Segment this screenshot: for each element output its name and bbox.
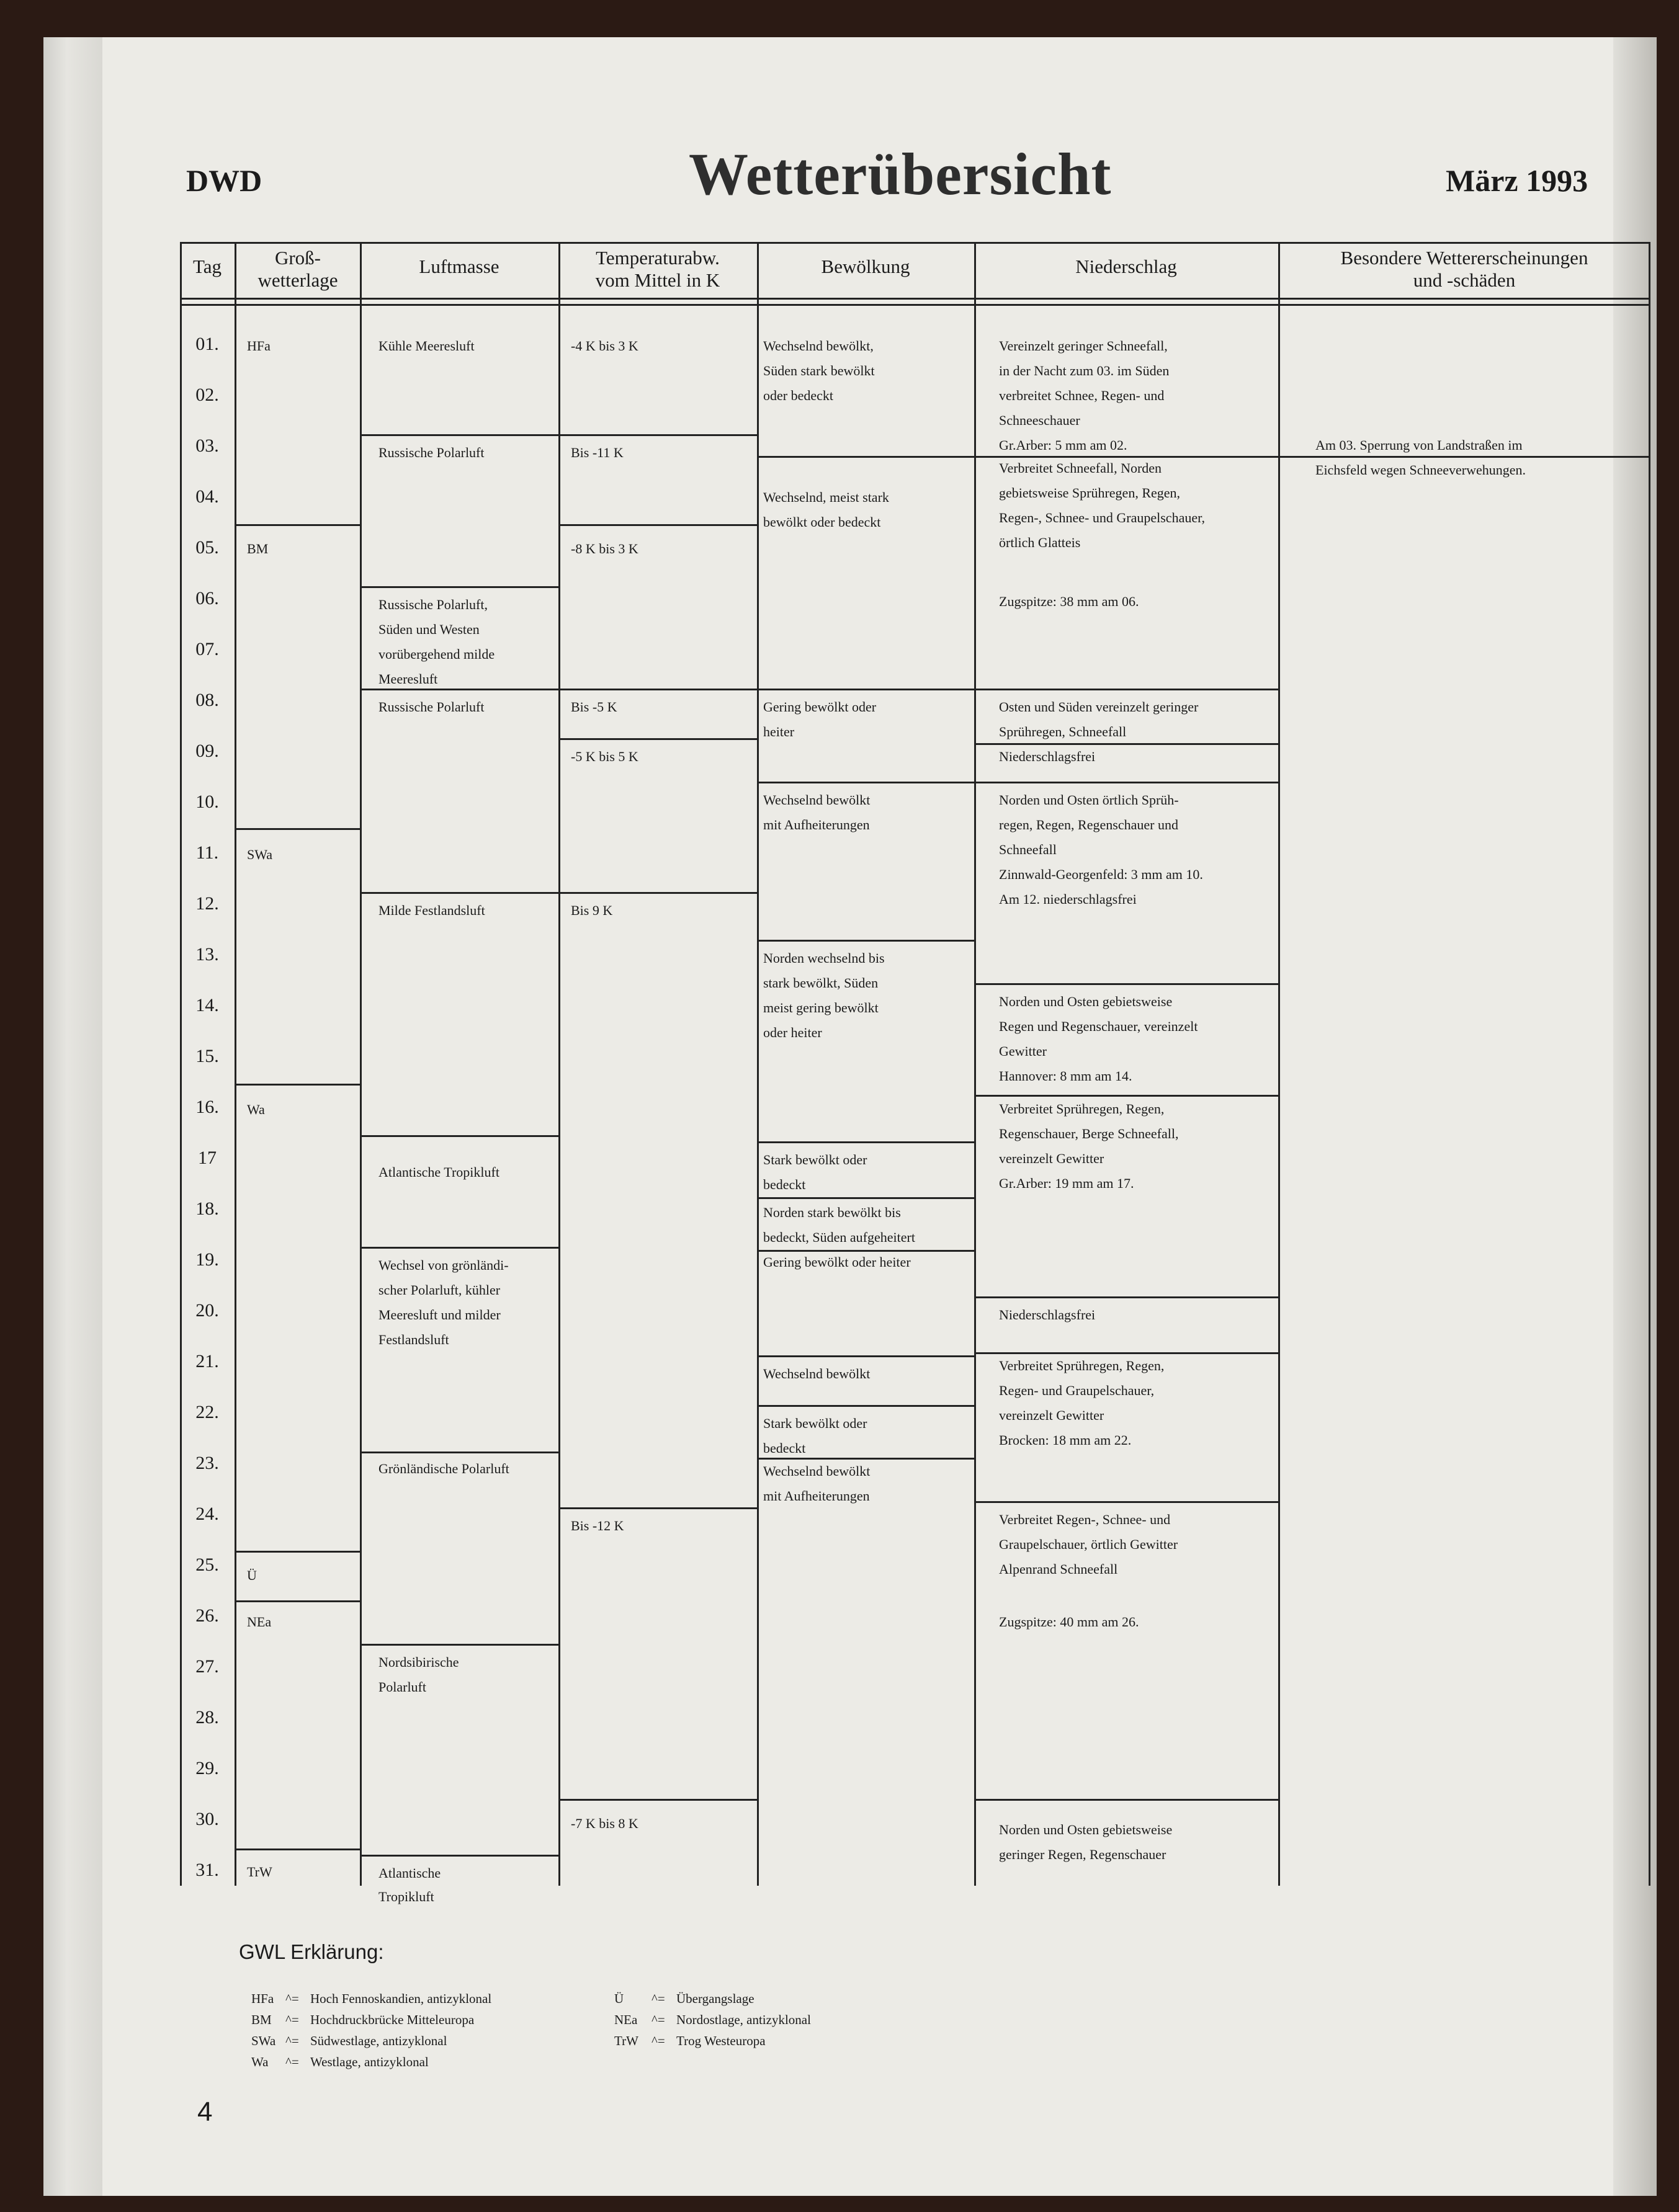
luftmasse-text: Atlantische bbox=[378, 1865, 441, 1881]
niederschlag-text: Schneeschauer bbox=[999, 413, 1080, 428]
gwl-divider bbox=[235, 1600, 360, 1602]
legend-text: Nordostlage, antizyklonal bbox=[676, 2012, 811, 2027]
header-divider bbox=[180, 298, 1650, 300]
luftmasse-text: Wechsel von grönländi- bbox=[378, 1257, 509, 1273]
day-number: 04. bbox=[195, 486, 219, 507]
day-number: 16. bbox=[195, 1097, 219, 1117]
gwl-code: TrW bbox=[247, 1864, 272, 1880]
niederschlag-text: Sprühregen, Schneefall bbox=[999, 724, 1127, 739]
page-number: 4 bbox=[197, 2097, 213, 2127]
niederschlag-text: Niederschlagsfrei bbox=[999, 1307, 1096, 1322]
bewoelkung-text: Norden wechselnd bis bbox=[763, 950, 885, 966]
day-number: 08. bbox=[195, 690, 219, 710]
niederschlag-text: Zinnwald-Georgenfeld: 3 mm am 10. bbox=[999, 867, 1203, 882]
temperatur-divider bbox=[558, 892, 757, 894]
day-number: 09. bbox=[195, 741, 219, 761]
luftmasse-divider bbox=[360, 434, 558, 436]
luftmasse-divider bbox=[360, 1452, 558, 1453]
bewoelkung-divider bbox=[757, 1405, 974, 1407]
gwl-code: SWa bbox=[247, 847, 273, 862]
gwl-divider bbox=[235, 1084, 360, 1086]
bewoelkung-divider bbox=[757, 1355, 974, 1357]
col-header-gwl: Groß- wetterlage bbox=[257, 247, 338, 291]
niederschlag-text: Zugspitze: 38 mm am 06. bbox=[999, 594, 1139, 609]
col-divider bbox=[974, 242, 976, 1886]
bewoelkung-text: stark bewölkt, Süden bbox=[763, 975, 879, 991]
col-divider bbox=[235, 242, 236, 1886]
bewoelkung-text: Wechselnd, meist stark bbox=[763, 489, 889, 505]
day-number: 05. bbox=[195, 537, 219, 558]
day-number: 19. bbox=[195, 1249, 219, 1270]
temperatur-text: -4 K bis 3 K bbox=[571, 338, 638, 354]
bewoelkung-text: Norden stark bewölkt bis bbox=[763, 1205, 901, 1220]
legend-code: SWa bbox=[251, 2033, 276, 2048]
niederschlag-divider bbox=[974, 983, 1278, 985]
niederschlag-text: Osten und Süden vereinzelt geringer bbox=[999, 699, 1199, 715]
niederschlag-text: Verbreitet Sprühregen, Regen, bbox=[999, 1358, 1165, 1373]
bewoelkung-text: Wechselnd bewölkt bbox=[763, 1463, 871, 1479]
table-top-border bbox=[180, 242, 1650, 244]
col-header-tag: Tag bbox=[192, 256, 222, 277]
gwl-divider bbox=[235, 1849, 360, 1850]
luftmasse-text: Grönländische Polarluft bbox=[378, 1461, 509, 1476]
bewoelkung-divider bbox=[757, 1197, 974, 1199]
bewoelkung-text: bedeckt bbox=[763, 1440, 806, 1456]
bewoelkung-text: Süden stark bewölkt bbox=[763, 363, 875, 378]
bewoelkung-text: Stark bewölkt oder bbox=[763, 1152, 867, 1167]
niederschlag-text: Regenschauer, Berge Schneefall, bbox=[999, 1126, 1179, 1141]
header-divider-2 bbox=[180, 304, 1650, 306]
niederschlag-text: Graupelschauer, örtlich Gewitter bbox=[999, 1536, 1178, 1552]
niederschlag-text: Zugspitze: 40 mm am 26. bbox=[999, 1614, 1139, 1630]
day-number: 02. bbox=[195, 385, 219, 405]
day-number: 17 bbox=[198, 1148, 217, 1168]
gwl-code: HFa bbox=[247, 338, 271, 354]
bewoelkung-text: bewölkt oder bedeckt bbox=[763, 514, 881, 530]
bewoelkung-divider bbox=[757, 782, 974, 783]
day-number: 23. bbox=[195, 1453, 219, 1473]
bewoelkung-divider bbox=[757, 940, 974, 942]
niederschlag-divider bbox=[974, 1501, 1278, 1503]
temperatur-text: -7 K bis 8 K bbox=[571, 1816, 638, 1831]
luftmasse-text: Festlandsluft bbox=[378, 1332, 449, 1347]
day-number: 07. bbox=[195, 639, 219, 659]
niederschlag-text: Gr.Arber: 19 mm am 17. bbox=[999, 1175, 1134, 1191]
gwl-code: Ü bbox=[247, 1568, 257, 1583]
col-header-bewoelkung: Bewölkung bbox=[821, 256, 910, 277]
bewoelkung-text: Stark bewölkt oder bbox=[763, 1416, 867, 1431]
gwl-divider bbox=[235, 1551, 360, 1553]
day-number: 22. bbox=[195, 1402, 219, 1422]
header-left: DWD bbox=[186, 163, 262, 198]
gwl-code: Wa bbox=[247, 1102, 265, 1117]
legend-code: BM bbox=[251, 2012, 272, 2027]
gwl-code: NEa bbox=[247, 1614, 272, 1630]
bewoelkung-divider bbox=[757, 1141, 974, 1143]
niederschlag-text: regen, Regen, Regenschauer und bbox=[999, 817, 1178, 832]
bewoelkung-text: bedeckt bbox=[763, 1177, 806, 1192]
day-number: 30. bbox=[195, 1809, 219, 1829]
luftmasse-divider bbox=[360, 1135, 558, 1137]
legend-text: Übergangslage bbox=[676, 1991, 754, 2006]
temperatur-text: Bis -5 K bbox=[571, 699, 617, 715]
page-title: Wetterübersicht bbox=[689, 141, 1112, 207]
niederschlag-text: Brocken: 18 mm am 22. bbox=[999, 1432, 1132, 1448]
luftmasse-text: Milde Festlandsluft bbox=[378, 903, 485, 918]
niederschlag-text: Regen und Regenschauer, vereinzelt bbox=[999, 1019, 1198, 1034]
niederschlag-text: Verbreitet Sprühregen, Regen, bbox=[999, 1101, 1165, 1117]
day-number: 03. bbox=[195, 435, 219, 456]
col-header-luftmasse: Luftmasse bbox=[419, 256, 499, 277]
header-right: März 1993 bbox=[1446, 163, 1588, 198]
gwl-divider bbox=[235, 828, 360, 830]
bewoelkung-text: mit Aufheiterungen bbox=[763, 1488, 870, 1504]
niederschlag-text: gebietsweise Sprühregen, Regen, bbox=[999, 485, 1181, 501]
besondere-text: Am 03. Sperrung von Landstraßen im bbox=[1315, 437, 1523, 453]
day-number: 11. bbox=[195, 842, 219, 863]
niederschlag-text: vereinzelt Gewitter bbox=[999, 1407, 1104, 1423]
niederschlag-divider bbox=[974, 782, 1278, 783]
niederschlag-text: vereinzelt Gewitter bbox=[999, 1151, 1104, 1166]
luftmasse-text: Russische Polarluft bbox=[378, 699, 485, 715]
legend-symbol: ^= bbox=[285, 1991, 299, 2006]
temperatur-divider bbox=[558, 689, 757, 690]
day-number: 24. bbox=[195, 1504, 219, 1524]
luftmasse-divider bbox=[360, 892, 558, 894]
niederschlag-text: Hannover: 8 mm am 14. bbox=[999, 1068, 1132, 1084]
luftmasse-text: Meeresluft bbox=[378, 671, 438, 687]
luftmasse-text: Russische Polarluft bbox=[378, 445, 485, 460]
day-number: 14. bbox=[195, 995, 219, 1015]
luftmasse-text: scher Polarluft, kühler bbox=[378, 1282, 501, 1298]
temperatur-text: -8 K bis 3 K bbox=[571, 541, 638, 556]
day-number: 31. bbox=[195, 1860, 219, 1880]
niederschlag-divider bbox=[974, 1296, 1278, 1298]
niederschlag-text: geringer Regen, Regenschauer bbox=[999, 1847, 1166, 1862]
luftmasse-text: Atlantische Tropikluft bbox=[378, 1164, 499, 1180]
niederschlag-text: Norden und Osten örtlich Sprüh- bbox=[999, 792, 1179, 808]
legend-code: TrW bbox=[614, 2033, 638, 2048]
niederschlag-text: in der Nacht zum 03. im Süden bbox=[999, 363, 1170, 378]
besondere-text: Eichsfeld wegen Schneeverwehungen. bbox=[1315, 462, 1526, 478]
niederschlag-text: Verbreitet Schneefall, Norden bbox=[999, 460, 1162, 476]
niederschlag-text: Vereinzelt geringer Schneefall, bbox=[999, 338, 1168, 354]
col-header-niederschlag: Niederschlag bbox=[1075, 256, 1177, 277]
bewoelkung-divider bbox=[757, 456, 974, 458]
legend-symbol: ^= bbox=[651, 1991, 665, 2006]
temperatur-divider bbox=[558, 524, 757, 526]
legend-text: Trog Westeuropa bbox=[676, 2033, 766, 2048]
bewoelkung-text: bedeckt, Süden aufgeheitert bbox=[763, 1229, 915, 1245]
legend-title: GWL Erklärung: bbox=[239, 1940, 384, 1963]
niederschlag-text: Schneefall bbox=[999, 842, 1057, 857]
luftmasse-text: Nordsibirische bbox=[378, 1654, 459, 1670]
table-right-border bbox=[1649, 242, 1650, 1886]
niederschlag-text: Regen-, Schnee- und Graupelschauer, bbox=[999, 510, 1206, 525]
weather-table bbox=[180, 242, 1650, 1904]
col-divider bbox=[558, 242, 560, 1886]
bewoelkung-text: Wechselnd bewölkt bbox=[763, 792, 871, 808]
niederschlag-text: Am 12. niederschlagsfrei bbox=[999, 891, 1137, 907]
temperatur-divider bbox=[558, 738, 757, 740]
day-number: 25. bbox=[195, 1554, 219, 1575]
temperatur-text: Bis 9 K bbox=[571, 903, 613, 918]
legend-symbol: ^= bbox=[285, 2033, 299, 2048]
bewoelkung-text: Gering bewölkt oder heiter bbox=[763, 1254, 911, 1270]
legend-code: Wa bbox=[251, 2054, 269, 2069]
legend-symbol: ^= bbox=[285, 2054, 299, 2069]
niederschlag-text: Gewitter bbox=[999, 1043, 1047, 1059]
temperatur-text: Bis -11 K bbox=[571, 445, 624, 460]
luftmasse-text: Polarluft bbox=[378, 1679, 426, 1695]
day-number: 15. bbox=[195, 1046, 219, 1066]
niederschlag-text: Gr.Arber: 5 mm am 02. bbox=[999, 437, 1127, 453]
legend-text: Südwestlage, antizyklonal bbox=[310, 2033, 447, 2048]
legend-symbol: ^= bbox=[651, 2012, 665, 2027]
day-number: 29. bbox=[195, 1758, 219, 1778]
temperatur-text: -5 K bis 5 K bbox=[571, 749, 638, 764]
day-number: 26. bbox=[195, 1605, 219, 1626]
niederschlag-text: Regen- und Graupelschauer, bbox=[999, 1383, 1155, 1398]
niederschlag-divider bbox=[974, 1799, 1278, 1801]
bewoelkung-text: meist gering bewölkt bbox=[763, 1000, 879, 1015]
bewoelkung-text: mit Aufheiterungen bbox=[763, 817, 870, 832]
niederschlag-divider bbox=[974, 689, 1278, 690]
col-divider bbox=[757, 242, 759, 1886]
day-number: 21. bbox=[195, 1351, 219, 1371]
legend-code: Ü bbox=[614, 1991, 624, 2006]
day-number: 28. bbox=[195, 1707, 219, 1728]
col-header-besondere: Besondere Wettererscheinungen und -schäden bbox=[1340, 247, 1588, 291]
niederschlag-text: Norden und Osten gebietsweise bbox=[999, 1822, 1173, 1837]
luftmasse-divider bbox=[360, 1247, 558, 1249]
legend-code: NEa bbox=[614, 2012, 638, 2027]
niederschlag-text: Norden und Osten gebietsweise bbox=[999, 994, 1173, 1009]
day-number: 20. bbox=[195, 1300, 219, 1321]
bewoelkung-divider bbox=[757, 689, 974, 690]
bewoelkung-text: oder heiter bbox=[763, 1025, 822, 1040]
day-number: 01. bbox=[195, 334, 219, 354]
niederschlag-text: Verbreitet Regen-, Schnee- und bbox=[999, 1512, 1171, 1527]
luftmasse-text: Meeresluft und milder bbox=[378, 1307, 501, 1322]
bewoelkung-text: Gering bewölkt oder bbox=[763, 699, 877, 715]
day-number: 13. bbox=[195, 944, 219, 965]
legend-symbol: ^= bbox=[651, 2033, 665, 2048]
gwl-divider bbox=[235, 524, 360, 526]
day-number: 27. bbox=[195, 1656, 219, 1677]
temperatur-divider bbox=[558, 1799, 757, 1801]
book-spine bbox=[43, 37, 102, 2196]
niederschlag-text: verbreitet Schnee, Regen- und bbox=[999, 388, 1165, 403]
col-header-temperatur: Temperaturabw. vom Mittel in K bbox=[595, 247, 720, 291]
legend-code: HFa bbox=[251, 1991, 274, 2006]
temperatur-divider bbox=[558, 434, 757, 436]
bewoelkung-text: Wechselnd bewölkt, bbox=[763, 338, 874, 354]
luftmasse-text: Russische Polarluft, bbox=[378, 597, 488, 612]
luftmasse-divider bbox=[360, 586, 558, 588]
legend-text: Westlage, antizyklonal bbox=[310, 2054, 429, 2069]
luftmasse-text: Tropikluft bbox=[378, 1889, 434, 1904]
niederschlag-text: örtlich Glatteis bbox=[999, 535, 1081, 550]
legend-text: Hochdruckbrücke Mitteleuropa bbox=[310, 2012, 475, 2027]
legend-text: Hoch Fennoskandien, antizyklonal bbox=[310, 1991, 492, 2006]
temperatur-text: Bis -12 K bbox=[571, 1518, 624, 1533]
day-number: 10. bbox=[195, 792, 219, 812]
col-divider bbox=[360, 242, 362, 1886]
luftmasse-text: Kühle Meeresluft bbox=[378, 338, 475, 354]
niederschlag-text: Alpenrand Schneefall bbox=[999, 1561, 1118, 1577]
bewoelkung-text: heiter bbox=[763, 724, 795, 739]
luftmasse-text: Süden und Westen bbox=[378, 622, 480, 637]
day-number: 18. bbox=[195, 1198, 219, 1219]
legend-symbol: ^= bbox=[285, 2012, 299, 2027]
day-number: 12. bbox=[195, 893, 219, 914]
luftmasse-divider bbox=[360, 1644, 558, 1646]
luftmasse-text: vorübergehend milde bbox=[378, 646, 495, 662]
temperatur-divider bbox=[558, 1507, 757, 1509]
gwl-code: BM bbox=[247, 541, 269, 556]
luftmasse-divider bbox=[360, 689, 558, 690]
niederschlag-text: Niederschlagsfrei bbox=[999, 749, 1096, 764]
bewoelkung-text: Wechselnd bewölkt bbox=[763, 1366, 871, 1381]
luftmasse-divider bbox=[360, 1855, 558, 1857]
day-number: 06. bbox=[195, 588, 219, 609]
bewoelkung-text: oder bedeckt bbox=[763, 388, 833, 403]
col-divider bbox=[1278, 242, 1280, 1886]
